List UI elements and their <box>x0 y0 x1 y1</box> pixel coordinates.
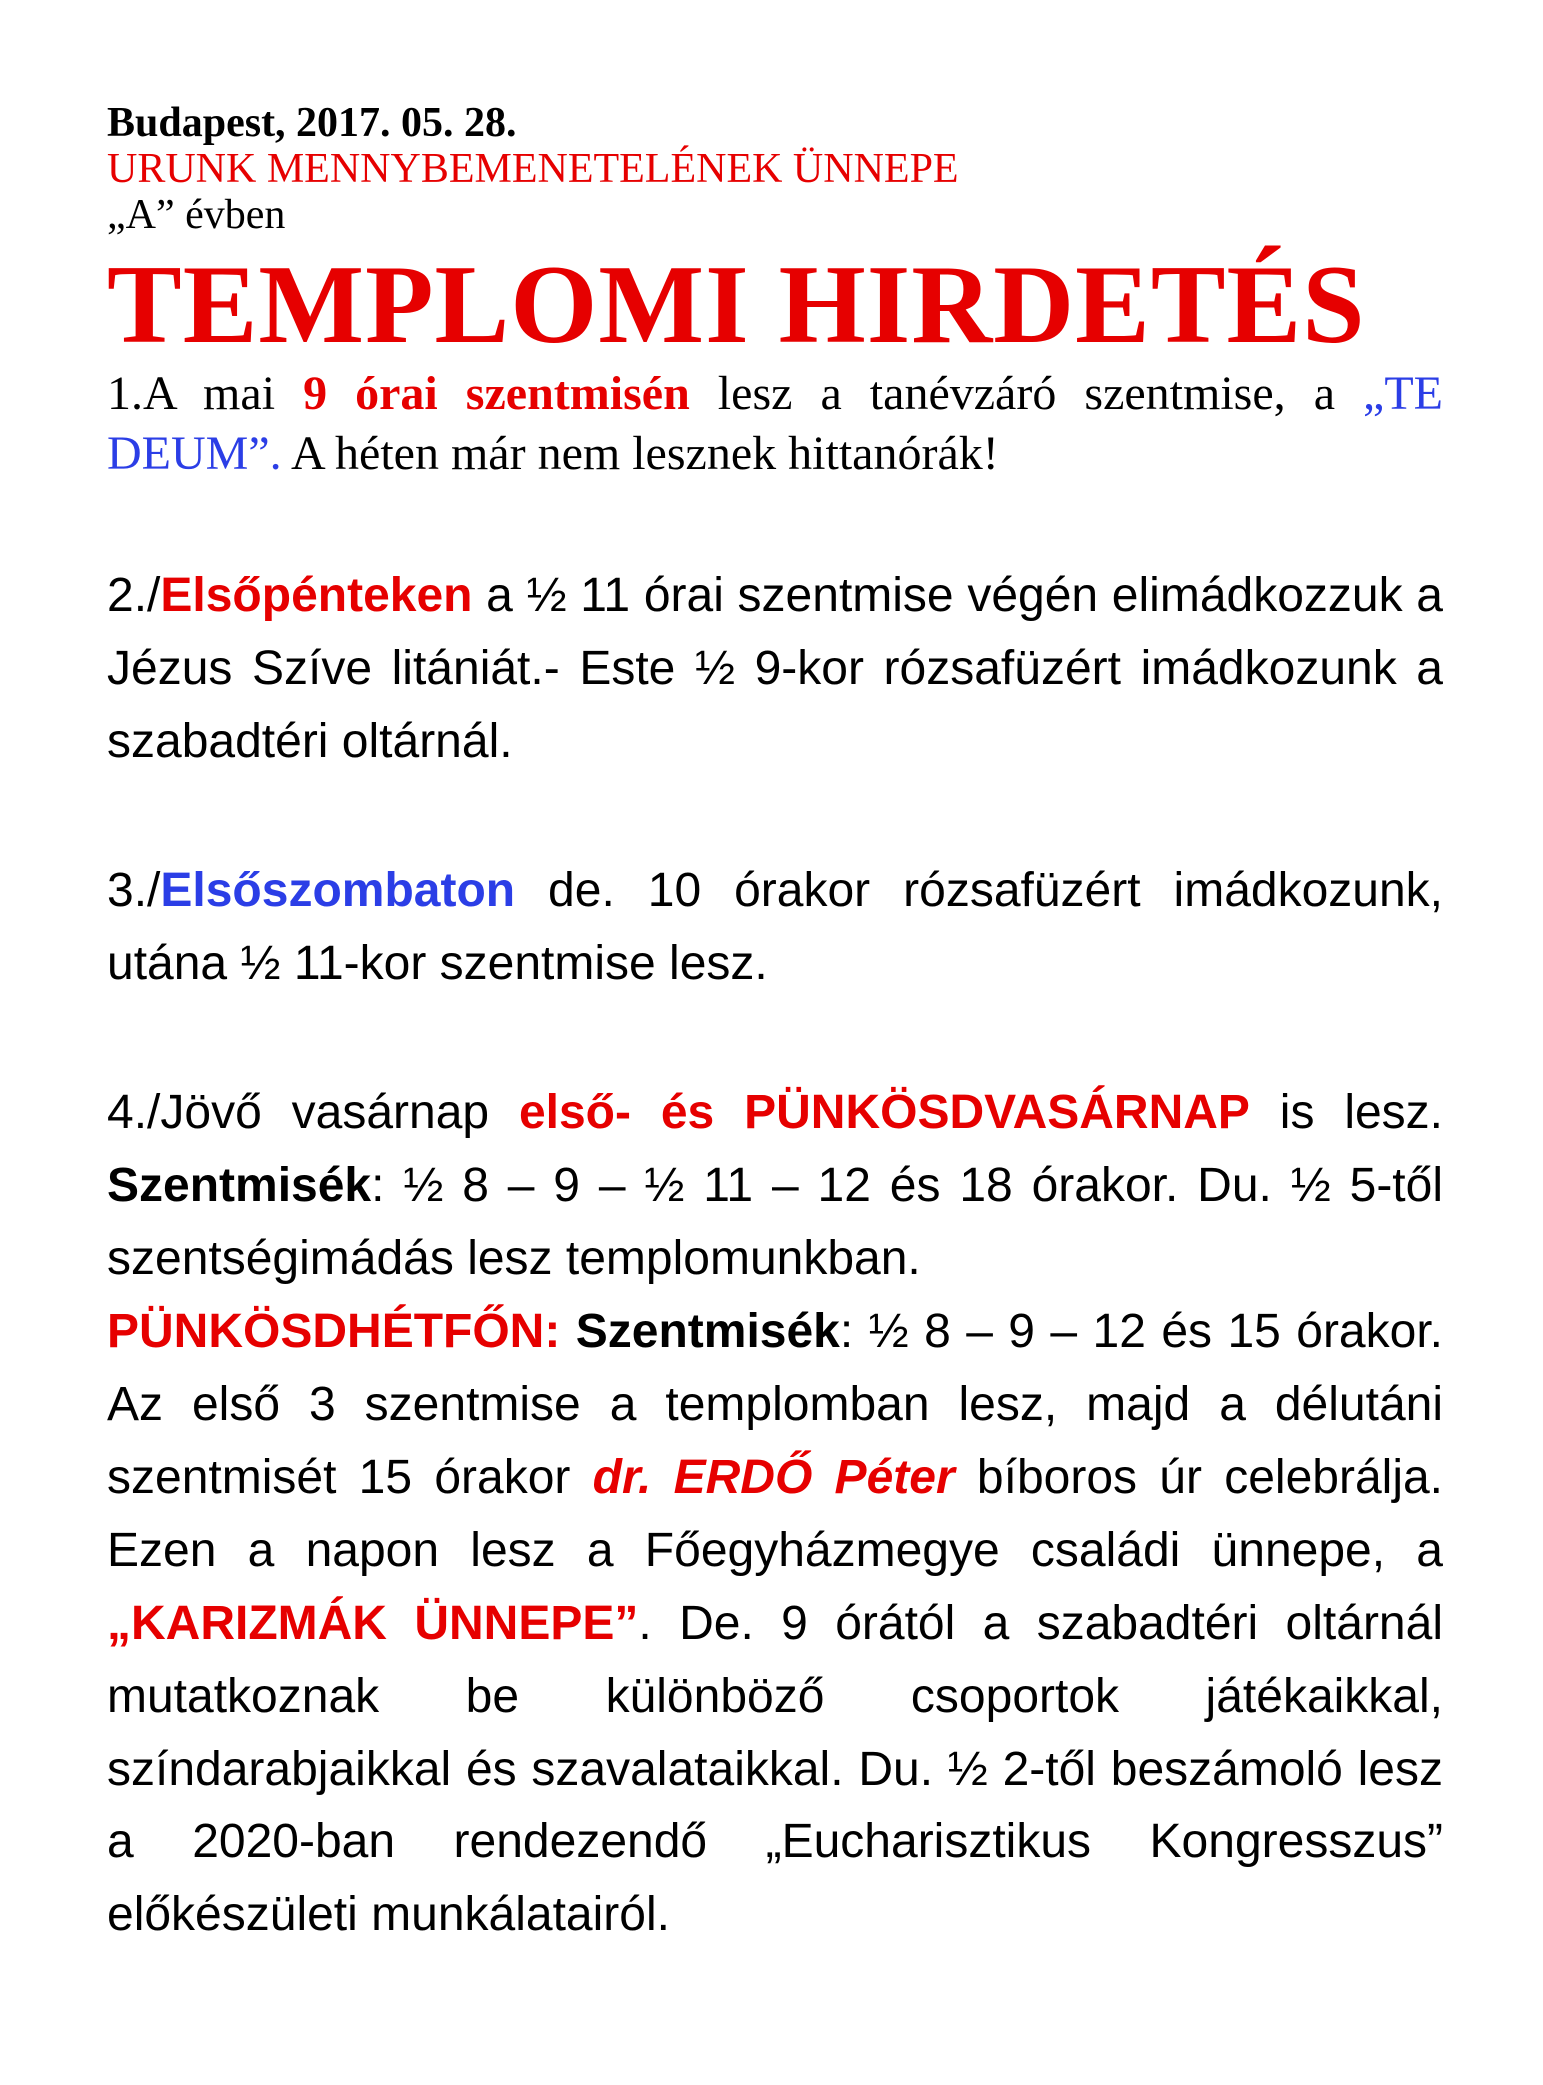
announcement-item-2 <box>107 560 1443 779</box>
item1-text-e: A héten már nem lesznek hittanórák! <box>281 427 999 481</box>
item5-text-e: bíboros úr celebrálja. Ezen a napon lesz a Főegyházmegye családi ünnepe, a <box>107 1450 1444 1577</box>
item4-text-a: 4./Jövő vasárnap <box>107 1085 519 1139</box>
item2-first-friday: Elsőpénteken <box>160 569 473 623</box>
item5-text-g: . De. 9 órától a szabadtéri oltárnál mutatkoznak be különböző csoportok játékaikkal, színdarabjaikkal és szavalataikkal. Du. ½ 2-től beszámoló lesz a 2020-ban rendezendő „Eucharisztikus Kongresszus” előkészületi munkálatairól. <box>107 1596 1443 1942</box>
date-line: Budapest, 2017. 05. 28. <box>107 100 517 146</box>
announcement-page <box>107 100 1443 1952</box>
item3-text: de. 10 órakor rózsafüzért imádkozunk, utána ½ 11-kor szentmise lesz. <box>107 864 1443 990</box>
spacer <box>107 779 1443 855</box>
item4-masses-label: Szentmisék <box>107 1158 372 1212</box>
liturgical-year: „A” évben <box>107 192 286 239</box>
spacer <box>107 1001 1443 1077</box>
announcement-item-5 <box>107 1296 1443 1953</box>
item1-text-a: 1.A mai <box>107 367 304 421</box>
announcement-item-1 <box>107 364 1443 484</box>
page-title: TEMPLOMI HIRDETÉS <box>107 242 1366 367</box>
item4-text-c: is lesz. <box>1249 1085 1444 1139</box>
item5-cardinal-name: dr. ERDŐ Péter <box>592 1450 955 1504</box>
feast-name: URUNK MENNYBEMENETELÉNEK ÜNNEPE <box>107 146 959 193</box>
item5-charisma-feast: „KARIZMÁK ÜNNEPE” <box>107 1596 639 1650</box>
item4-pentecost-sunday: első- és PÜNKÖSDVASÁRNAP <box>518 1085 1250 1139</box>
item2-text: a ½ 11 órai szentmise végén elimádkozzuk a Jézus Szíve litániát.- Este ½ 9-kor rózsafüzért imádkozunk a szabadtéri oltárnál. <box>107 569 1443 769</box>
item3-first-saturday: Elsőszombaton <box>160 864 516 918</box>
spacer <box>107 484 1443 560</box>
item5-text-c: : ½ 8 – 9 – 12 és 15 órakor. Az első 3 szentmise a templomban lesz, majd a délutáni szentmisét 15 órakor <box>107 1304 1443 1504</box>
item5-pentecost-monday: PÜNKÖSDHÉTFŐN: <box>107 1304 561 1358</box>
item1-text-c: lesz a tanévzáró szentmise, a <box>689 367 1364 421</box>
item3-number: 3./ <box>107 864 161 918</box>
item4-text-e: : ½ 8 – 9 – ½ 11 – 12 és 18 órakor. Du. ½ 5-től szentségimádás lesz templomunkban. <box>107 1158 1443 1285</box>
item1-highlight-mass: 9 órai szentmisén <box>303 367 690 421</box>
item1-te-deum: „TE DEUM”. <box>107 367 1443 481</box>
item2-number: 2./ <box>107 569 161 623</box>
announcement-item-3 <box>107 855 1443 1001</box>
item5-masses-label: Szentmisék <box>575 1304 840 1358</box>
announcement-item-4 <box>107 1077 1443 1296</box>
